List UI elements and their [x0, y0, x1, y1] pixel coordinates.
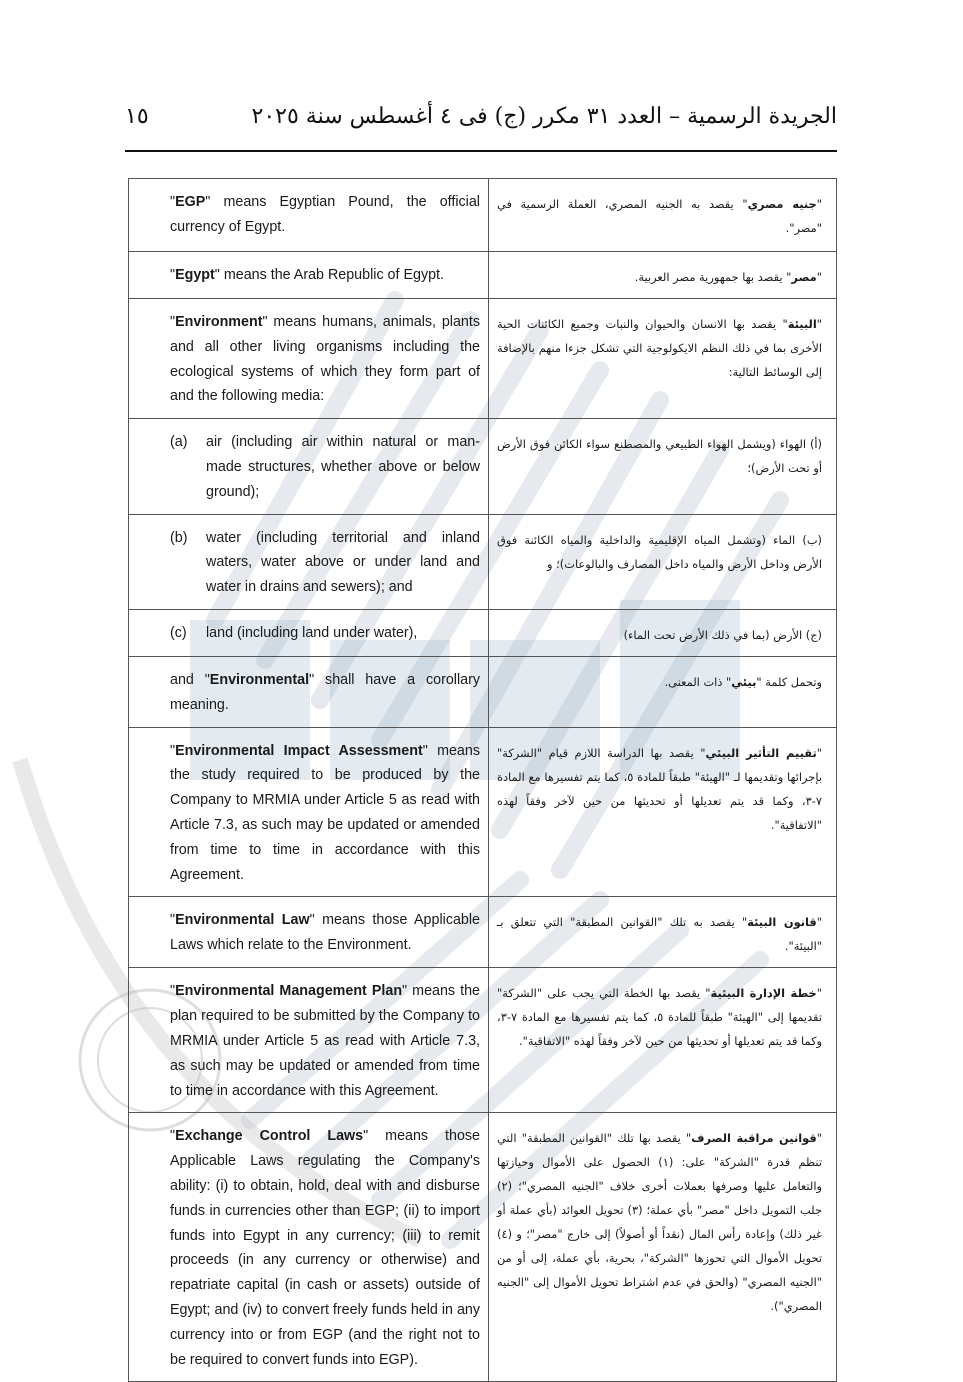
english-cell: "Environmental Law" means those Applicable Laws which relate to the Environment.	[129, 897, 489, 968]
definition-text-ar: " يقصد بها الخطة التي يجب على "الشركة" تقديمها إلى "الهيئة" طبقاً للمادة ٥، كما يتم تفسيرها مع المادة ٧-٣، وكما قد يتم تعديلها أو تحديثها من حين لآخر وفقاً لهذه "الاتفاقية".	[497, 986, 822, 1049]
defined-term: Environmental	[209, 671, 310, 688]
english-cell	[129, 609, 489, 656]
defined-term-ar: تقييم التأثير البيئي	[705, 745, 817, 760]
definition-text: " means humans, animals, plants and all other living organisms including the ecological systems of which they form part of and the following media:	[170, 314, 480, 405]
defined-term: Environmental Impact Assessment	[175, 742, 423, 759]
arabic-cell: "قانون البيئة" يقصد به تلك "القوانين المطبقة" التي تتعلق بـ "البيئة".	[489, 897, 837, 968]
english-cell: "Environmental Impact Assessment" means the study required to be produced by the Company to MRMIA under Article 5 as read with Article 7.3, as such may be updated or amended from time to time in accordance with this Agreement.	[129, 727, 489, 897]
defined-term: Environment	[175, 314, 263, 330]
definitions-table	[128, 178, 837, 1382]
arabic-cell	[489, 656, 837, 727]
defined-term-ar: مصر	[791, 270, 817, 284]
item-text: water (including territorial and inland waters, water above or under land and water in drains and sewers); and	[206, 529, 480, 596]
definition-text: " means the Arab Republic of Egypt.	[214, 267, 444, 283]
defined-term: Environmental Law	[175, 912, 310, 929]
table-row	[129, 656, 837, 727]
definition-text: " means those Applicable Laws which relate to the Environment.	[170, 912, 480, 954]
definition-text-ar: " يقصد بها الدراسة اللازم قيام "الشركة" بإجرائها وتقديمها لـ "الهيئة" طبقاً للمادة ٥، كما يتم تفسيرها مع المادة ٧-٣، وكما قد يتم تعديلها أو تحديثها من حين لآخر وفقاً لهذه "الاتفاقية".	[497, 745, 822, 832]
english-cell: "Exchange Control Laws" means those Applicable Laws regulating the Company's ability: (i) to obtain, hold, deal with and disburse funds in currencies other than EGP; (ii) to import funds into Egypt in any currency; (iii) to remit proceeds (in any currency or otherwise) and repatriate capital (in cash or assets) outside of Egypt; and (iv) to convert freely funds held in any currency into or from EGP (and the right not to be required to convert funds into EGP).	[129, 1113, 489, 1382]
item-label: (b)	[170, 529, 188, 546]
english-cell: "Environmental Management Plan" means the plan required to be submitted by the Company to MRMIA under Article 5 as read with Article 7.3, as such may be updated or amended from time to time in accordance with this Agreement.	[129, 968, 489, 1113]
item-label: (c)	[170, 624, 187, 641]
table-row	[129, 419, 837, 514]
defined-term: EGP	[175, 194, 206, 210]
definition-prefix: and "	[170, 671, 210, 688]
english-cell: "Egypt" means the Arab Republic of Egypt.	[129, 252, 489, 299]
table-row	[129, 299, 837, 419]
arabic-cell: "قوانين مراقبة الصرف" يقصد بها تلك "القوانين المطبقة" التي تنظم قدرة "الشركة" على: (١) الحصول على الأموال وحيازتها والتعامل عليها وصرفها بعملات أخرى خلاف "الجنيه المصري"؛ (٢) جلب التمويل داخل "مصر" بأي عملة؛ (٣) تحويل العوائد (بأي عملة أو غير ذلك) وإعادة رأس المال (نقداً أو أصولاً) إلى خارج "مصر"؛ و (٤) تحويل الأموال التي تحوزها "الشركة"، بحرية، بأي عملة، إلى أو من "الجنيه المصري" (والحق في عدم اشتراط تحويل الأموال إلى "الجنيه المصري").	[489, 1113, 837, 1382]
arabic-cell	[489, 419, 837, 514]
definition-prefix-ar: وتحمل كلمة "	[756, 674, 822, 689]
arabic-cell: "البيئة" يقصد بها الانسان والحيوان والنبات وجميع الكائنات الحية الأخرى بما في ذلك النظم الايكولوجية التي تشكل جزءا منهم بالإضافة إلى الوسائط التالية:	[489, 299, 837, 419]
item-label: (a)	[170, 434, 188, 451]
item-text-ar: (أ) الهواء (ويشمل الهواء الطبيعي والمصطنع سواء الكائن فوق الأرض أو تحت الأرض)؛	[497, 437, 822, 476]
defined-term-ar: بيئي	[731, 674, 757, 689]
definition-text-ar: " يقصد به الجنيه المصري، العملة الرسمية في "مصر".	[497, 197, 822, 235]
table-row	[129, 897, 837, 968]
header-rule	[125, 150, 837, 152]
page-header	[125, 100, 837, 150]
table-row	[129, 968, 837, 1113]
arabic-cell: "جنيه مصري" يقصد به الجنيه المصري، العملة الرسمية في "مصر".	[489, 179, 837, 252]
definition-text: " means Egyptian Pound, the official currency of Egypt.	[170, 194, 480, 235]
defined-term: Egypt	[175, 267, 215, 283]
english-cell: "EGP" means Egyptian Pound, the official currency of Egypt.	[129, 179, 489, 252]
definition-text: " means those Applicable Laws regulating the Company's ability: (i) to obtain, hold, deal with and disburse funds in currencies other than EGP; (ii) to import funds into Egypt in any currency; (iii) to remit proceeds (in any currency or otherwise) and repatriate capital (in cash or assets) outside of Egypt; and (iv) to convert freely funds held in any currency into or from EGP (and the right not to be required to convert funds into EGP).	[170, 1128, 481, 1368]
definition-text-ar: " يقصد بها الانسان والحيوان والنبات وجميع الكائنات الحية الأخرى بما في ذلك النظم الايكولوجية التي تشكل جزءا منهم بالإضافة إلى الوسائط التالية:	[497, 317, 822, 379]
defined-term-ar: خطة الإدارة البيئية	[710, 986, 817, 1001]
english-cell	[129, 656, 489, 727]
item-text: air (including air within natural or man-made structures, whether above or below ground);	[206, 434, 480, 500]
arabic-cell: "تقييم التأثير البيئي" يقصد بها الدراسة اللازم قيام "الشركة" بإجرائها وتقديمها لـ "الهيئة" طبقاً للمادة ٥، كما يتم تفسيرها مع المادة ٧-٣، وكما قد يتم تعديلها أو تحديثها من حين لآخر وفقاً لهذه "الاتفاقية".	[489, 727, 837, 897]
table-row	[129, 609, 837, 656]
defined-term: Exchange Control Laws	[175, 1128, 364, 1145]
definition-text: " means the study required to be produced by the Company to MRMIA under Article 5 as read with Article 7.3, as such may be updated or amended from time to time in accordance with this Agreement.	[170, 742, 480, 883]
gazette-title: الجريدة الرسمية – العدد ٣١ مكرر (ج) فى ٤ أغسطس سنة ٢٠٢٥	[251, 104, 837, 129]
defined-term-ar: جنيه مصري	[747, 197, 817, 211]
definition-text-ar: " ذات المعنى.	[664, 674, 732, 689]
arabic-cell: "خطة الإدارة البيئية" يقصد بها الخطة التي يجب على "الشركة" تقديمها إلى "الهيئة" طبقاً للمادة ٥، كما يتم تفسيرها مع المادة ٧-٣، وكما قد يتم تعديلها أو تحديثها من حين لآخر وفقاً لهذه "الاتفاقية".	[489, 968, 837, 1113]
arabic-cell	[489, 514, 837, 609]
defined-term: Environmental Management Plan	[175, 983, 403, 1000]
item-text: land (including land under water),	[206, 624, 418, 641]
english-cell	[129, 514, 489, 609]
item-text-ar: (ج) الأرض (بما في ذلك الأرض تحت الماء)	[623, 627, 822, 642]
english-cell: "Environment" means humans, animals, plants and all other living organisms including the ecological systems of which they form part of and the following media:	[129, 299, 489, 419]
table-row	[129, 727, 837, 897]
item-text-ar: (ب) الماء (وتشمل المياه الإقليمية والداخلية والمياه الكائنة فوق الأرض وداخل الأرض والمياه داخل المصارف والبالوعات)؛ و	[497, 532, 822, 571]
arabic-cell: "مصر" يقصد بها جمهورية مصر العربية.	[489, 252, 837, 299]
table-row	[129, 252, 837, 299]
defined-term-ar: قوانين مراقبة الصرف	[691, 1131, 817, 1146]
table-row	[129, 514, 837, 609]
page-number: ١٥	[125, 104, 149, 129]
defined-term-ar: البيئة	[787, 317, 817, 331]
table-row	[129, 1113, 837, 1382]
definition-text-ar: " يقصد بها جمهورية مصر العربية.	[634, 270, 792, 284]
definition-text: " means the plan required to be submitted by the Company to MRMIA under Article 5 as read with Article 7.3, as such may be updated or amended from time to time in accordance with this Agreement.	[170, 983, 480, 1099]
definition-text-ar: " يقصد بها تلك "القوانين المطبقة" التي تنظم قدرة "الشركة" على: (١) الحصول على الأموال وحيازتها والتعامل عليها وصرفها بعملات أخرى خلاف "الجنيه المصري"؛ (٢) جلب التمويل داخل "مصر" بأي عملة؛ (٣) تحويل العوائد (بأي عملة أو غير ذلك) وإعادة رأس المال (نقداً أو أصولاً) إلى خارج "مصر"؛ و (٤) تحويل الأموال التي تحوزها "الشركة"، بحرية، بأي عملة، إلى أو من "الجنيه المصري" (والحق في عدم اشتراط تحويل الأموال إلى "الجنيه المصري").	[497, 1131, 822, 1314]
definition-text-ar: " يقصد به تلك "القوانين المطبقة" التي تتعلق بـ "البيئة".	[497, 915, 822, 954]
definition-text: " shall have a corollary meaning.	[170, 671, 480, 713]
english-cell	[129, 419, 489, 514]
arabic-cell	[489, 609, 837, 656]
table-row	[129, 179, 837, 252]
defined-term-ar: قانون البيئة	[747, 915, 817, 930]
